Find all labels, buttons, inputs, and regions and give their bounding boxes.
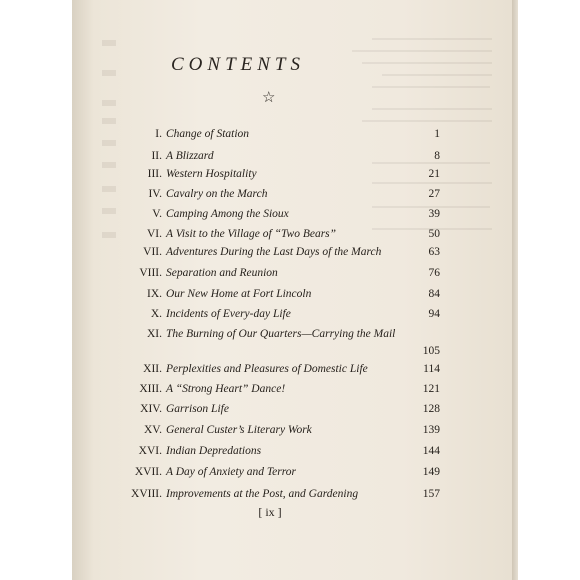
chapter-title: A “Strong Heart” Dance! <box>166 383 286 395</box>
chapter-number: XIII. <box>139 383 162 395</box>
chapter-number: VI. <box>146 228 162 240</box>
page-folio: [ ix ] <box>258 505 282 519</box>
chapter-title: Perplexities and Pleasures of Domestic Life <box>166 363 368 375</box>
page-number: 128 <box>422 403 440 415</box>
chapter-title: Indian Depredations <box>166 445 262 457</box>
chapter-title: Garrison Life <box>166 403 229 415</box>
chapter-number: IX. <box>146 288 162 300</box>
chapter-title: A Visit to the Village of “Two Bears” <box>166 228 337 240</box>
page-number: 144 <box>422 445 440 457</box>
page-number: 105 <box>422 345 440 357</box>
chapter-number: XIV. <box>140 403 162 415</box>
chapter-number: XV. <box>143 424 162 436</box>
chapter-title: Cavalry on the March <box>166 188 268 200</box>
chapter-number: II. <box>151 150 162 162</box>
chapter-title: A Day of Anxiety and Terror <box>166 466 297 478</box>
chapter-title: Incidents of Every-day Life <box>166 308 291 320</box>
chapter-number: XII. <box>143 363 162 375</box>
chapter-number: X. <box>150 308 162 320</box>
chapter-title: Separation and Reunion <box>166 267 278 279</box>
chapter-title: Western Hospitality <box>166 168 257 180</box>
page-number: 157 <box>422 488 440 500</box>
chapter-title: Adventures During the Last Days of the March <box>166 246 382 258</box>
page-number: 139 <box>422 424 440 436</box>
chapter-number: IV. <box>148 188 162 200</box>
chapter-number: XVII. <box>134 466 162 478</box>
chapter-number: VIII. <box>139 267 162 279</box>
contents-heading: CONTENTS <box>171 54 305 75</box>
page-number: 50 <box>428 228 440 240</box>
page-number: 149 <box>422 466 440 478</box>
chapter-title: Our New Home at Fort Lincoln <box>166 288 312 300</box>
page-number: 84 <box>428 288 440 300</box>
chapter-title: Camping Among the Sioux <box>166 208 289 220</box>
page-number: 121 <box>422 383 440 395</box>
chapter-number: XVI. <box>138 445 162 457</box>
chapter-number: III. <box>147 168 162 180</box>
page-number: 1 <box>434 128 440 140</box>
page-number: 63 <box>428 246 440 258</box>
page-number: 114 <box>423 363 440 375</box>
page-number: 27 <box>428 188 440 200</box>
chapter-title: The Burning of Our Quarters—Carrying the Mail <box>166 328 396 340</box>
chapter-title: Change of Station <box>166 128 250 140</box>
chapter-title: General Custer’s Literary Work <box>166 424 312 436</box>
chapter-number: V. <box>152 208 162 220</box>
chapter-title: A Blizzard <box>166 150 214 162</box>
chapter-number: XI. <box>146 328 162 340</box>
chapter-number: I. <box>155 128 162 140</box>
chapter-number: XVIII. <box>131 488 162 500</box>
chapter-title: Improvements at the Post, and Gardening <box>166 488 359 500</box>
page-number: 94 <box>428 308 440 320</box>
page-number: 21 <box>428 168 440 180</box>
chapter-number: VII. <box>143 246 162 258</box>
star-ornament-icon: ☆ <box>262 90 276 106</box>
page-number: 39 <box>428 208 440 220</box>
page-number: 76 <box>428 267 440 279</box>
page-number: 8 <box>434 150 440 162</box>
